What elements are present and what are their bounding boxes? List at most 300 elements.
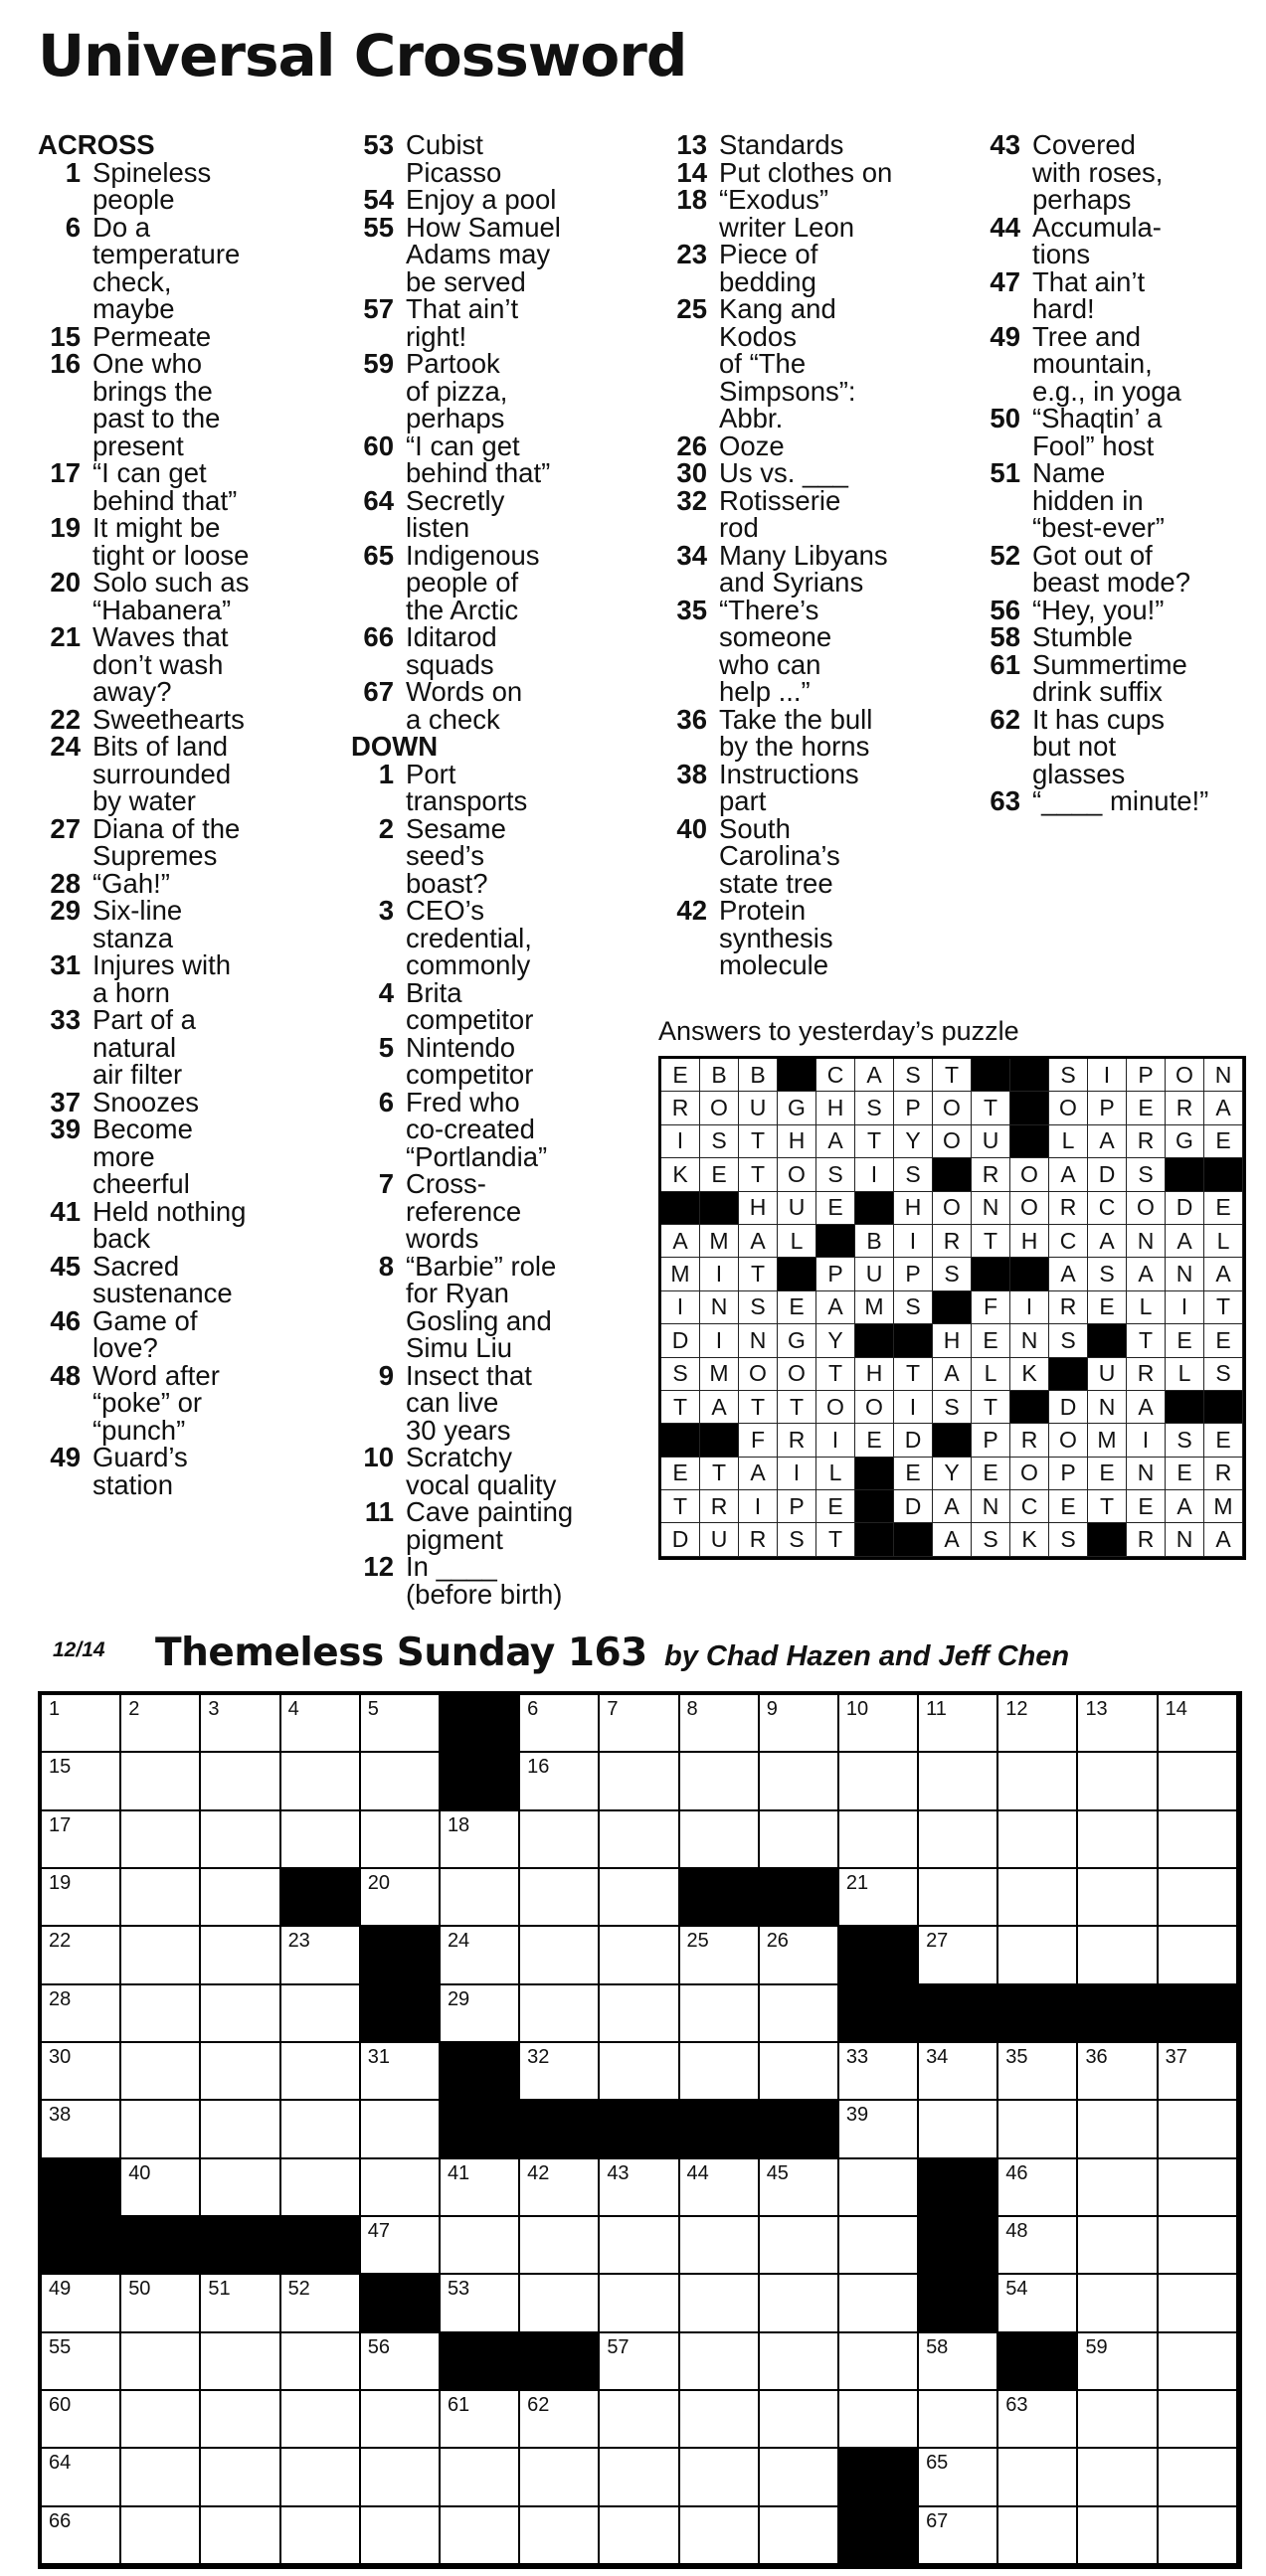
grid-cell[interactable] xyxy=(1159,2333,1238,2391)
grid-cell[interactable] xyxy=(201,2391,280,2449)
grid-cell[interactable] xyxy=(1078,2449,1158,2506)
grid-cell[interactable] xyxy=(441,2391,520,2449)
grid-cell[interactable] xyxy=(760,2449,839,2506)
grid-cell[interactable] xyxy=(839,2275,919,2332)
grid-cell[interactable] xyxy=(998,2275,1078,2332)
grid-cell[interactable] xyxy=(1078,2217,1158,2275)
grid-cell[interactable] xyxy=(1159,2391,1238,2449)
grid-cell[interactable] xyxy=(760,1927,839,1984)
grid-cell[interactable] xyxy=(201,2043,280,2101)
answer-cell: P xyxy=(778,1490,816,1523)
grid-cell[interactable] xyxy=(201,1811,280,1869)
grid-cell[interactable] xyxy=(42,2333,121,2391)
clue-number: 58 xyxy=(990,621,1020,652)
clue-item xyxy=(38,1086,336,1117)
grid-cell[interactable] xyxy=(760,1695,839,1753)
answer-black-square xyxy=(933,1291,972,1324)
grid-cell[interactable] xyxy=(201,2275,280,2332)
answer-cell: R xyxy=(739,1523,778,1556)
answer-cell: E xyxy=(1204,1192,1243,1225)
grid-cell[interactable] xyxy=(281,2275,361,2332)
answer-cell: N xyxy=(1166,1523,1204,1556)
grid-cell[interactable] xyxy=(121,2101,201,2158)
clue-text: “Hey, you!” xyxy=(1032,594,1165,625)
answer-cell: I xyxy=(1127,1424,1166,1457)
cell-number: 3 xyxy=(208,1698,220,1720)
grid-cell[interactable] xyxy=(1078,1869,1158,1927)
grid-cell[interactable] xyxy=(201,1753,280,1810)
grid-cell[interactable] xyxy=(839,2391,919,2449)
answer-cell: E xyxy=(661,1458,700,1490)
grid-cell[interactable] xyxy=(361,2391,441,2449)
clue-item xyxy=(38,1250,336,1308)
grid-cell[interactable] xyxy=(42,2275,121,2332)
grid-cell[interactable] xyxy=(281,1811,361,1869)
grid-cell[interactable] xyxy=(520,1869,600,1927)
grid-cell[interactable] xyxy=(760,2507,839,2565)
grid-cell[interactable] xyxy=(839,2101,919,2158)
grid-cell[interactable] xyxy=(42,1869,121,1927)
grid-cell[interactable] xyxy=(520,1985,600,2043)
clue-text: Tree and mountain, e.g., in yoga xyxy=(1032,320,1181,407)
clue-text: Guard’s station xyxy=(92,1442,188,1500)
clue-item xyxy=(38,569,336,623)
grid-cell[interactable] xyxy=(919,1753,998,1810)
cell-number: 30 xyxy=(49,2045,72,2068)
answer-black-square xyxy=(778,1258,816,1290)
grid-cell[interactable] xyxy=(441,2507,520,2565)
clue-number: 18 xyxy=(676,184,707,215)
grid-cell[interactable] xyxy=(520,2391,600,2449)
grid-cell[interactable] xyxy=(600,1985,679,2043)
clue-text: Accumula- tions xyxy=(1032,211,1162,269)
grid-cell[interactable] xyxy=(281,2507,361,2565)
grid-cell[interactable] xyxy=(600,1811,679,1869)
grid-cell[interactable] xyxy=(760,2217,839,2275)
cell-number: 16 xyxy=(527,1756,550,1779)
grid-cell[interactable] xyxy=(919,1869,998,1927)
grid-cell[interactable] xyxy=(281,2449,361,2506)
grid-cell[interactable] xyxy=(680,2043,760,2101)
grid-cell[interactable] xyxy=(201,1985,280,2043)
grid-cell[interactable] xyxy=(520,2159,600,2217)
answer-cell: E xyxy=(1166,1324,1204,1357)
clue-text: Protein synthesis molecule xyxy=(719,895,833,980)
grid-cell[interactable] xyxy=(281,1695,361,1753)
crossword-grid[interactable] xyxy=(38,1691,1242,2569)
grid-cell[interactable] xyxy=(600,2275,679,2332)
grid-cell[interactable] xyxy=(600,2217,679,2275)
grid-cell[interactable] xyxy=(42,1985,121,2043)
grid-cell[interactable] xyxy=(919,2333,998,2391)
grid-cell[interactable] xyxy=(361,1869,441,1927)
grid-cell[interactable] xyxy=(600,2391,679,2449)
answer-cell: L xyxy=(972,1358,1010,1391)
grid-cell[interactable] xyxy=(520,2043,600,2101)
clue-number: 49 xyxy=(50,1442,81,1472)
grid-cell[interactable] xyxy=(839,2043,919,2101)
grid-cell[interactable] xyxy=(680,2391,760,2449)
grid-cell[interactable] xyxy=(361,2333,441,2391)
answer-cell: B xyxy=(700,1059,739,1092)
grid-cell[interactable] xyxy=(441,1869,520,1927)
clue-item xyxy=(978,703,1266,789)
grid-cell[interactable] xyxy=(919,1927,998,1984)
grid-cell[interactable] xyxy=(760,1811,839,1869)
grid-cell[interactable] xyxy=(998,1753,1078,1810)
grid-cell[interactable] xyxy=(1078,2101,1158,2158)
grid-cell[interactable] xyxy=(121,1811,201,1869)
clue-text: Name hidden in “best-ever” xyxy=(1032,457,1165,543)
grid-cell[interactable] xyxy=(919,2507,998,2565)
black-square xyxy=(998,2333,1078,2391)
grid-cell[interactable] xyxy=(1159,2159,1238,2217)
grid-cell[interactable] xyxy=(839,1811,919,1869)
grid-cell[interactable] xyxy=(42,2043,121,2101)
grid-cell[interactable] xyxy=(600,2043,679,2101)
clue-item xyxy=(351,1250,649,1363)
answer-cell: R xyxy=(1049,1192,1088,1225)
cell-number: 20 xyxy=(367,1871,390,1894)
clue-text: Insect that can live 30 years xyxy=(406,1359,532,1446)
grid-cell[interactable] xyxy=(1078,2333,1158,2391)
grid-cell[interactable] xyxy=(1078,2275,1158,2332)
answer-cell: O xyxy=(739,1358,778,1391)
grid-cell[interactable] xyxy=(839,2333,919,2391)
grid-cell[interactable] xyxy=(441,2217,520,2275)
grid-cell[interactable] xyxy=(201,2507,280,2565)
grid-cell[interactable] xyxy=(121,2043,201,2101)
grid-cell[interactable] xyxy=(919,2391,998,2449)
grid-cell[interactable] xyxy=(839,1753,919,1810)
grid-cell[interactable] xyxy=(1078,2507,1158,2565)
clue-item xyxy=(351,623,649,678)
black-square xyxy=(121,2217,201,2275)
grid-cell[interactable] xyxy=(998,2507,1078,2565)
grid-cell[interactable] xyxy=(42,2391,121,2449)
clue-item xyxy=(978,320,1266,407)
grid-cell[interactable] xyxy=(600,2333,679,2391)
grid-cell[interactable] xyxy=(760,1753,839,1810)
clue-text: That ain’t hard! xyxy=(1032,265,1146,324)
grid-cell[interactable] xyxy=(441,2449,520,2506)
grid-cell[interactable] xyxy=(1159,1869,1238,1927)
clue-number: 14 xyxy=(676,156,707,188)
grid-cell[interactable] xyxy=(121,1869,201,1927)
answer-cell: I xyxy=(1166,1291,1204,1324)
cell-number: 7 xyxy=(607,1698,619,1720)
clue-number: 7 xyxy=(378,1168,394,1199)
clue-item xyxy=(978,131,1266,214)
answer-cell: L xyxy=(1204,1225,1243,1258)
answer-cell: S xyxy=(894,1291,933,1324)
grid-cell[interactable] xyxy=(839,1695,919,1753)
answer-cell: F xyxy=(972,1291,1010,1324)
answer-cell: T xyxy=(972,1225,1010,1258)
cell-number: 41 xyxy=(447,2161,470,2184)
cell-number: 9 xyxy=(766,1698,778,1720)
answer-cell: P xyxy=(1088,1092,1127,1124)
grid-cell[interactable] xyxy=(441,2159,520,2217)
cell-number: 32 xyxy=(527,2045,550,2068)
grid-cell[interactable] xyxy=(680,2507,760,2565)
grid-cell[interactable] xyxy=(201,1695,280,1753)
grid-cell[interactable] xyxy=(42,2507,121,2565)
cell-number: 29 xyxy=(447,1987,470,2010)
grid-cell[interactable] xyxy=(1159,2507,1238,2565)
grid-cell[interactable] xyxy=(201,2333,280,2391)
clue-number: 55 xyxy=(363,211,394,243)
answer-black-square xyxy=(1010,1059,1049,1092)
grid-cell[interactable] xyxy=(42,1927,121,1984)
answer-cell: T xyxy=(739,1391,778,1424)
grid-cell[interactable] xyxy=(520,2275,600,2332)
grid-cell[interactable] xyxy=(998,1869,1078,1927)
grid-cell[interactable] xyxy=(1078,2159,1158,2217)
answer-black-square xyxy=(855,1490,894,1523)
grid-cell[interactable] xyxy=(680,1811,760,1869)
grid-cell[interactable] xyxy=(998,2391,1078,2449)
grid-cell[interactable] xyxy=(281,2333,361,2391)
grid-cell[interactable] xyxy=(1078,1695,1158,1753)
grid-cell[interactable] xyxy=(361,2159,441,2217)
grid-cell[interactable] xyxy=(441,1985,520,2043)
grid-cell[interactable] xyxy=(600,2159,679,2217)
grid-cell[interactable] xyxy=(1159,2101,1238,2158)
grid-cell[interactable] xyxy=(919,1811,998,1869)
grid-cell[interactable] xyxy=(121,1985,201,2043)
grid-cell[interactable] xyxy=(201,2449,280,2506)
grid-cell[interactable] xyxy=(1159,2043,1238,2101)
answer-cell: D xyxy=(1049,1391,1088,1424)
grid-cell[interactable] xyxy=(839,2217,919,2275)
grid-cell[interactable] xyxy=(441,1811,520,1869)
grid-cell[interactable] xyxy=(600,1869,679,1927)
grid-cell[interactable] xyxy=(998,1927,1078,1984)
answer-cell: T xyxy=(739,1158,778,1191)
grid-cell[interactable] xyxy=(42,2101,121,2158)
grid-cell[interactable] xyxy=(361,2507,441,2565)
grid-cell[interactable] xyxy=(361,2043,441,2101)
grid-cell[interactable] xyxy=(361,2449,441,2506)
grid-cell[interactable] xyxy=(520,1695,600,1753)
grid-cell[interactable] xyxy=(121,2275,201,2332)
grid-cell[interactable] xyxy=(201,2159,280,2217)
grid-cell[interactable] xyxy=(281,2101,361,2158)
grid-cell[interactable] xyxy=(520,2507,600,2565)
grid-cell[interactable] xyxy=(600,1927,679,1984)
answer-cell: O xyxy=(933,1192,972,1225)
grid-cell[interactable] xyxy=(281,1927,361,1984)
cell-number: 54 xyxy=(1005,2278,1028,2301)
black-square xyxy=(919,2159,998,2217)
grid-cell[interactable] xyxy=(680,1985,760,2043)
grid-cell[interactable] xyxy=(760,1985,839,2043)
grid-cell[interactable] xyxy=(361,1695,441,1753)
cell-number: 66 xyxy=(49,2509,72,2532)
grid-cell[interactable] xyxy=(520,1811,600,1869)
clue-number: 66 xyxy=(363,621,394,652)
grid-cell[interactable] xyxy=(42,1753,121,1810)
grid-cell[interactable] xyxy=(520,2449,600,2506)
grid-cell[interactable] xyxy=(520,2217,600,2275)
answer-cell: L xyxy=(1049,1125,1088,1158)
cell-number: 46 xyxy=(1005,2161,1028,2184)
grid-cell[interactable] xyxy=(121,2391,201,2449)
clue-text: Rotisserie rod xyxy=(719,484,841,543)
answer-black-square xyxy=(855,1523,894,1556)
grid-cell[interactable] xyxy=(680,2217,760,2275)
grid-cell[interactable] xyxy=(839,2159,919,2217)
grid-cell[interactable] xyxy=(121,2449,201,2506)
clue-number: 36 xyxy=(676,703,707,735)
black-square xyxy=(42,2159,121,2217)
grid-cell[interactable] xyxy=(919,2449,998,2506)
answer-cell: O xyxy=(1010,1458,1049,1490)
grid-cell[interactable] xyxy=(121,1753,201,1810)
grid-cell[interactable] xyxy=(1159,1695,1238,1753)
grid-cell[interactable] xyxy=(121,2159,201,2217)
grid-cell[interactable] xyxy=(600,2507,679,2565)
grid-cell[interactable] xyxy=(42,1695,121,1753)
grid-cell[interactable] xyxy=(441,1927,520,1984)
answer-black-square xyxy=(700,1424,739,1457)
grid-cell[interactable] xyxy=(441,2275,520,2332)
cell-number: 61 xyxy=(447,2393,470,2416)
answer-cell: D xyxy=(1166,1192,1204,1225)
answer-cell: S xyxy=(894,1158,933,1191)
grid-cell[interactable] xyxy=(680,2333,760,2391)
grid-cell[interactable] xyxy=(839,1869,919,1927)
cell-number: 10 xyxy=(845,1698,869,1720)
clue-number: 42 xyxy=(676,895,707,926)
grid-cell[interactable] xyxy=(1078,2043,1158,2101)
grid-cell[interactable] xyxy=(281,2159,361,2217)
clue-text: Ooze xyxy=(719,429,785,461)
grid-cell[interactable] xyxy=(1159,1927,1238,1984)
answer-cell: O xyxy=(1010,1192,1049,1225)
answers-grid xyxy=(658,1056,1246,1560)
grid-cell[interactable] xyxy=(760,2159,839,2217)
answer-cell: T xyxy=(972,1092,1010,1124)
grid-cell[interactable] xyxy=(760,2333,839,2391)
grid-cell[interactable] xyxy=(680,2449,760,2506)
clue-number: 65 xyxy=(363,539,394,571)
grid-cell[interactable] xyxy=(998,2043,1078,2101)
clue-item xyxy=(38,1195,336,1254)
answer-cell: P xyxy=(894,1092,933,1124)
answer-cell: S xyxy=(972,1523,1010,1556)
grid-cell[interactable] xyxy=(1159,1811,1238,1869)
grid-cell[interactable] xyxy=(998,2217,1078,2275)
grid-cell[interactable] xyxy=(361,1753,441,1810)
grid-cell[interactable] xyxy=(998,2159,1078,2217)
clue-number: 12 xyxy=(363,1551,394,1582)
grid-cell[interactable] xyxy=(121,1695,201,1753)
grid-cell[interactable] xyxy=(998,1811,1078,1869)
grid-cell[interactable] xyxy=(600,1753,679,1810)
grid-cell[interactable] xyxy=(760,2275,839,2332)
grid-cell[interactable] xyxy=(1159,2449,1238,2506)
grid-cell[interactable] xyxy=(201,1927,280,1984)
grid-cell[interactable] xyxy=(121,1927,201,1984)
grid-cell[interactable] xyxy=(1078,1927,1158,1984)
answer-cell: S xyxy=(855,1092,894,1124)
grid-cell[interactable] xyxy=(600,1695,679,1753)
clue-text: Piece of bedding xyxy=(719,239,818,297)
clue-number: 64 xyxy=(363,484,394,516)
grid-cell[interactable] xyxy=(919,2043,998,2101)
grid-cell[interactable] xyxy=(1159,2275,1238,2332)
grid-cell[interactable] xyxy=(1159,1753,1238,1810)
grid-cell[interactable] xyxy=(361,2101,441,2158)
grid-cell[interactable] xyxy=(680,1753,760,1810)
grid-cell[interactable] xyxy=(42,2449,121,2506)
grid-cell[interactable] xyxy=(42,1811,121,1869)
grid-cell[interactable] xyxy=(1159,2217,1238,2275)
grid-cell[interactable] xyxy=(201,2101,280,2158)
grid-cell[interactable] xyxy=(361,1811,441,1869)
grid-cell[interactable] xyxy=(680,2159,760,2217)
grid-cell[interactable] xyxy=(760,2391,839,2449)
grid-cell[interactable] xyxy=(1078,1811,1158,1869)
grid-cell[interactable] xyxy=(600,2449,679,2506)
clue-number: 50 xyxy=(990,403,1020,433)
answer-cell: R xyxy=(778,1424,816,1457)
answer-cell: M xyxy=(661,1258,700,1290)
clue-item xyxy=(351,1498,649,1553)
clue-number: 38 xyxy=(676,758,707,789)
clue-text: Summertime drink suffix xyxy=(1032,648,1187,707)
answer-cell: E xyxy=(1049,1490,1088,1523)
grid-cell[interactable] xyxy=(121,2333,201,2391)
answer-cell: A xyxy=(816,1125,855,1158)
grid-cell[interactable] xyxy=(680,1927,760,1984)
grid-cell[interactable] xyxy=(998,2101,1078,2158)
clue-number: 8 xyxy=(378,1250,394,1282)
grid-cell[interactable] xyxy=(919,2101,998,2158)
answer-cell: A xyxy=(1166,1490,1204,1523)
clue-number: 62 xyxy=(990,703,1020,735)
grid-cell[interactable] xyxy=(281,2391,361,2449)
grid-cell[interactable] xyxy=(361,2217,441,2275)
answer-cell: L xyxy=(1166,1358,1204,1391)
answer-black-square xyxy=(933,1424,972,1457)
answer-cell: Y xyxy=(894,1125,933,1158)
grid-cell[interactable] xyxy=(520,1927,600,1984)
grid-cell[interactable] xyxy=(121,2507,201,2565)
grid-cell[interactable] xyxy=(760,2043,839,2101)
clue-text: “Shaqtin’ a Fool” host xyxy=(1032,403,1163,461)
grid-cell[interactable] xyxy=(281,1753,361,1810)
grid-cell[interactable] xyxy=(201,1869,280,1927)
grid-cell[interactable] xyxy=(1078,2391,1158,2449)
grid-cell[interactable] xyxy=(520,1753,600,1810)
answer-cell: I xyxy=(661,1125,700,1158)
grid-cell[interactable] xyxy=(998,2449,1078,2506)
answer-black-square xyxy=(1010,1092,1049,1124)
grid-cell[interactable] xyxy=(919,1695,998,1753)
clue-item xyxy=(664,703,963,762)
answer-cell: O xyxy=(816,1391,855,1424)
grid-cell[interactable] xyxy=(1078,1753,1158,1810)
grid-cell[interactable] xyxy=(680,1695,760,1753)
grid-cell[interactable] xyxy=(281,1985,361,2043)
grid-cell[interactable] xyxy=(281,2043,361,2101)
clue-item xyxy=(351,1444,649,1498)
grid-cell[interactable] xyxy=(680,2275,760,2332)
grid-cell[interactable] xyxy=(998,1695,1078,1753)
